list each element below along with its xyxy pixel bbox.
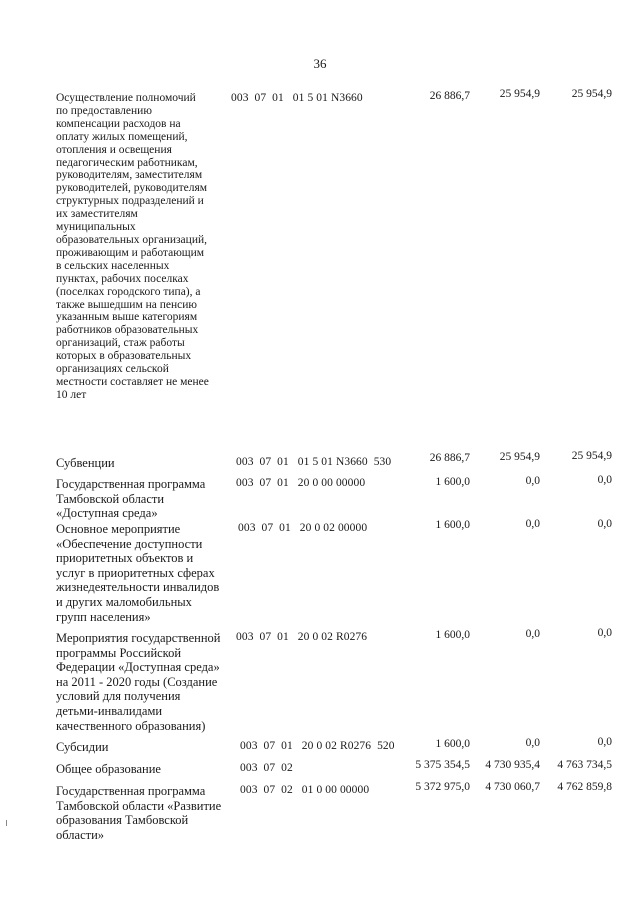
row-code: 003 07 01 01 5 01 N3660 [231, 92, 363, 104]
scan-margin-mark [6, 820, 7, 826]
row-code: 003 07 01 01 5 01 N3660 530 [236, 456, 392, 468]
row-name: Основное мероприятие «Обеспечение доступности приоритетных объектов и услуг в приоритетных сферах жизнедеятельности инвалидов и других маломобильных групп населения» [56, 522, 220, 624]
row-value-3: 0,0 [597, 736, 612, 748]
row-value-1: 5 372 975,0 [415, 781, 470, 793]
row-name: Государственная программа Тамбовской области «Доступная среда» [56, 477, 206, 521]
row-value-3: 4 763 734,5 [557, 759, 612, 771]
row-name: Субвенции [56, 456, 115, 470]
row-value-1: 26 886,7 [429, 452, 470, 464]
row-code: 003 07 01 20 0 02 R0276 [236, 631, 368, 643]
row-value-3: 25 954,9 [571, 450, 612, 462]
row-value-3: 0,0 [597, 627, 612, 639]
row-value-3: 0,0 [597, 518, 612, 530]
row-value-1: 1 600,0 [435, 519, 470, 531]
row-name: Общее образование [56, 762, 161, 776]
row-value-1: 1 600,0 [435, 629, 470, 641]
row-value-2: 0,0 [525, 475, 540, 487]
row-code: 003 07 01 20 0 02 00000 [238, 522, 368, 534]
row-value-1: 1 600,0 [435, 476, 470, 488]
row-value-3: 25 954,9 [571, 88, 612, 100]
row-value-2: 0,0 [525, 518, 540, 530]
row-name: Мероприятия государственной программы Российской Федерации «Доступная среда» на 2011 - 2020 годы (Создание условий для получения детьми-инвалидами качественного образования) [56, 631, 221, 733]
row-name: Осуществление полномочий по предоставлению компенсации расходов на оплату жилых помещений, отопления и освещения педагогическим работникам, руководителям, заместителям руководителей, руководителям структурных подразделений и их заместителям муниципальных образовательных организаций, проживающим и работающим в сельских населенных пунктах, рабочих поселках (поселках городского типа), а также вышедшим на пенсию указанным выше категориям работников образовательных организаций, стаж работы которых в образовательных организациях сельской местности составляет не менее 10 лет [56, 92, 209, 401]
row-value-2: 4 730 935,4 [485, 759, 540, 771]
row-value-2: 0,0 [525, 737, 540, 749]
row-name: Субсидии [56, 740, 109, 754]
page-number: 36 [313, 56, 327, 71]
row-value-2: 0,0 [525, 628, 540, 640]
row-value-2: 4 730 060,7 [485, 781, 540, 793]
row-value-2: 25 954,9 [499, 88, 540, 100]
row-value-3: 0,0 [597, 474, 612, 486]
row-name: Государственная программа Тамбовской области «Развитие образования Тамбовской области» [56, 784, 222, 842]
row-code: 003 07 02 01 0 00 00000 [240, 784, 370, 796]
row-code: 003 07 02 [240, 762, 293, 774]
row-value-1: 1 600,0 [435, 738, 470, 750]
row-value-2: 25 954,9 [499, 451, 540, 463]
row-value-3: 4 762 859,8 [557, 781, 612, 793]
row-code: 003 07 01 20 0 00 00000 [236, 477, 366, 489]
row-code: 003 07 01 20 0 02 R0276 520 [240, 740, 395, 752]
row-value-1: 5 375 354,5 [415, 759, 470, 771]
row-value-1: 26 886,7 [429, 90, 470, 102]
